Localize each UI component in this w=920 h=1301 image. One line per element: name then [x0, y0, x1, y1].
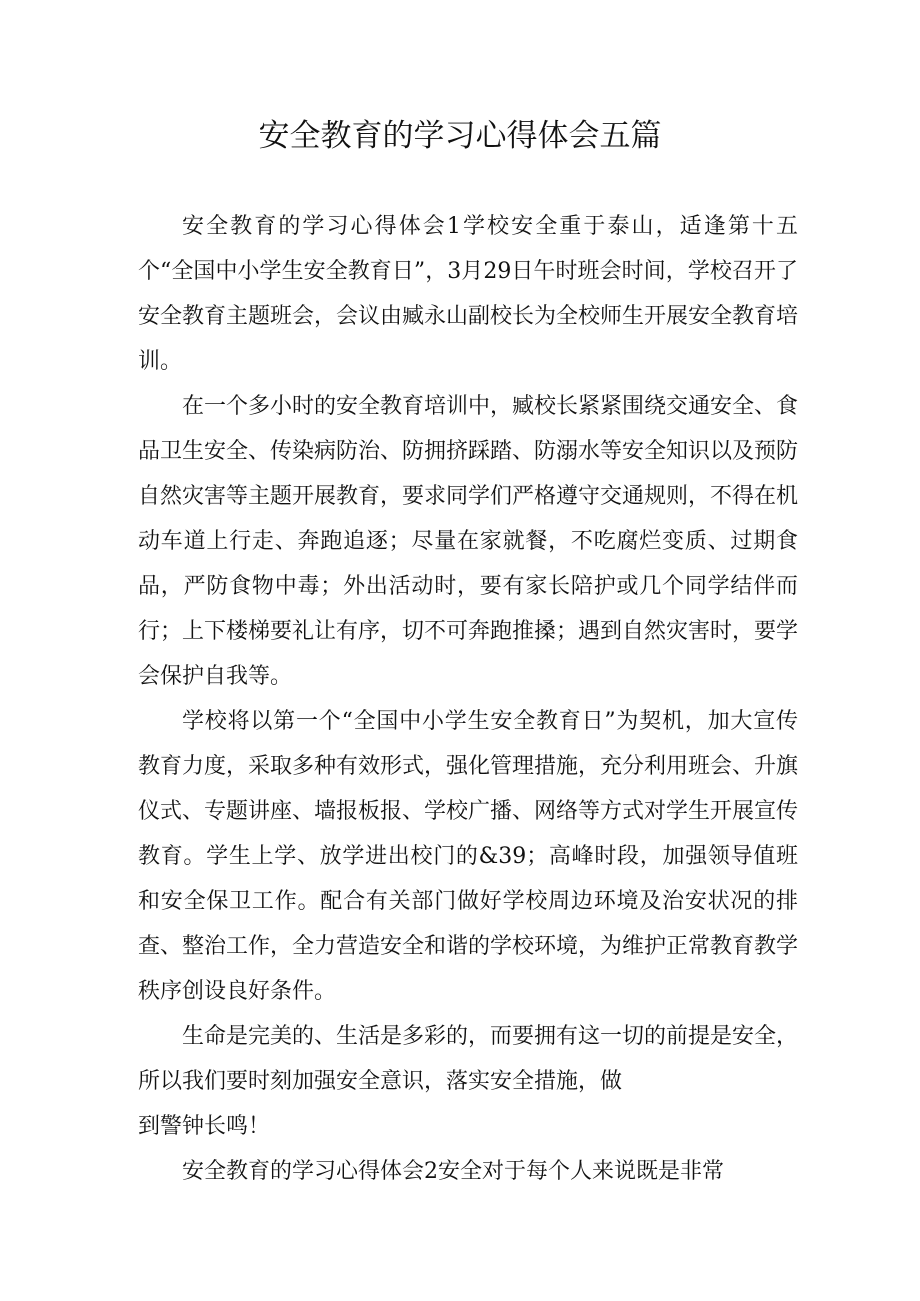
paragraph-5: 安全教育的学习心得体会2安全对于每个人来说既是非常 [182, 1159, 724, 1184]
paragraph-4-line-1: 生命是完美的、生活是多彩的，而要拥有这一切的前提是安全，所以我们要时刻加强安全意识，落实安全措施，做 [138, 1024, 799, 1094]
paragraph-1: 安全教育的学习心得体会1学校安全重于泰山，适逢第十五个“全国中小学生安全教育日”，3月29日午时班会时间，学校召开了安全教育主题班会，会议由臧永山副校长为全校师生开展安全教育培训。 [138, 214, 799, 374]
paragraph-4-line-2: 到警钟长鸣！ [138, 1114, 271, 1139]
paragraph-2: 在一个多小时的安全教育培训中，臧校长紧紧围绕交通安全、食品卫生安全、传染病防治、防拥挤踩踏、防溺水等安全知识以及预防自然灾害等主题开展教育，要求同学们严格遵守交通规则，不得在机动车道上行走、奔跑追逐；尽量在家就餐，不吃腐烂变质、过期食品，严防食物中毒；外出活动时，要有家长陪护或几个同学结伴而行；上下楼梯要礼让有序，切不可奔跑推搡；遇到自然灾害时，要学会保护自我等。 [138, 394, 799, 689]
document-body [138, 204, 798, 1194]
paragraph-3: 学校将以第一个“全国中小学生安全教育日”为契机，加大宣传教育力度，采取多种有效形式，强化管理措施，充分利用班会、升旗仪式、专题讲座、墙报板报、学校广播、网络等方式对学生开展宣传教育。学生上学、放学进出校门的&39；高峰时段，加强领导值班和安全保卫工作。配合有关部门做好学校周边环境及治安状况的排查、整治工作，全力营造安全和谐的学校环境，为维护正常教育教学秩序创设良好条件。 [138, 709, 799, 1004]
document-title: 安全教育的学习心得体会五篇 [258, 118, 662, 154]
